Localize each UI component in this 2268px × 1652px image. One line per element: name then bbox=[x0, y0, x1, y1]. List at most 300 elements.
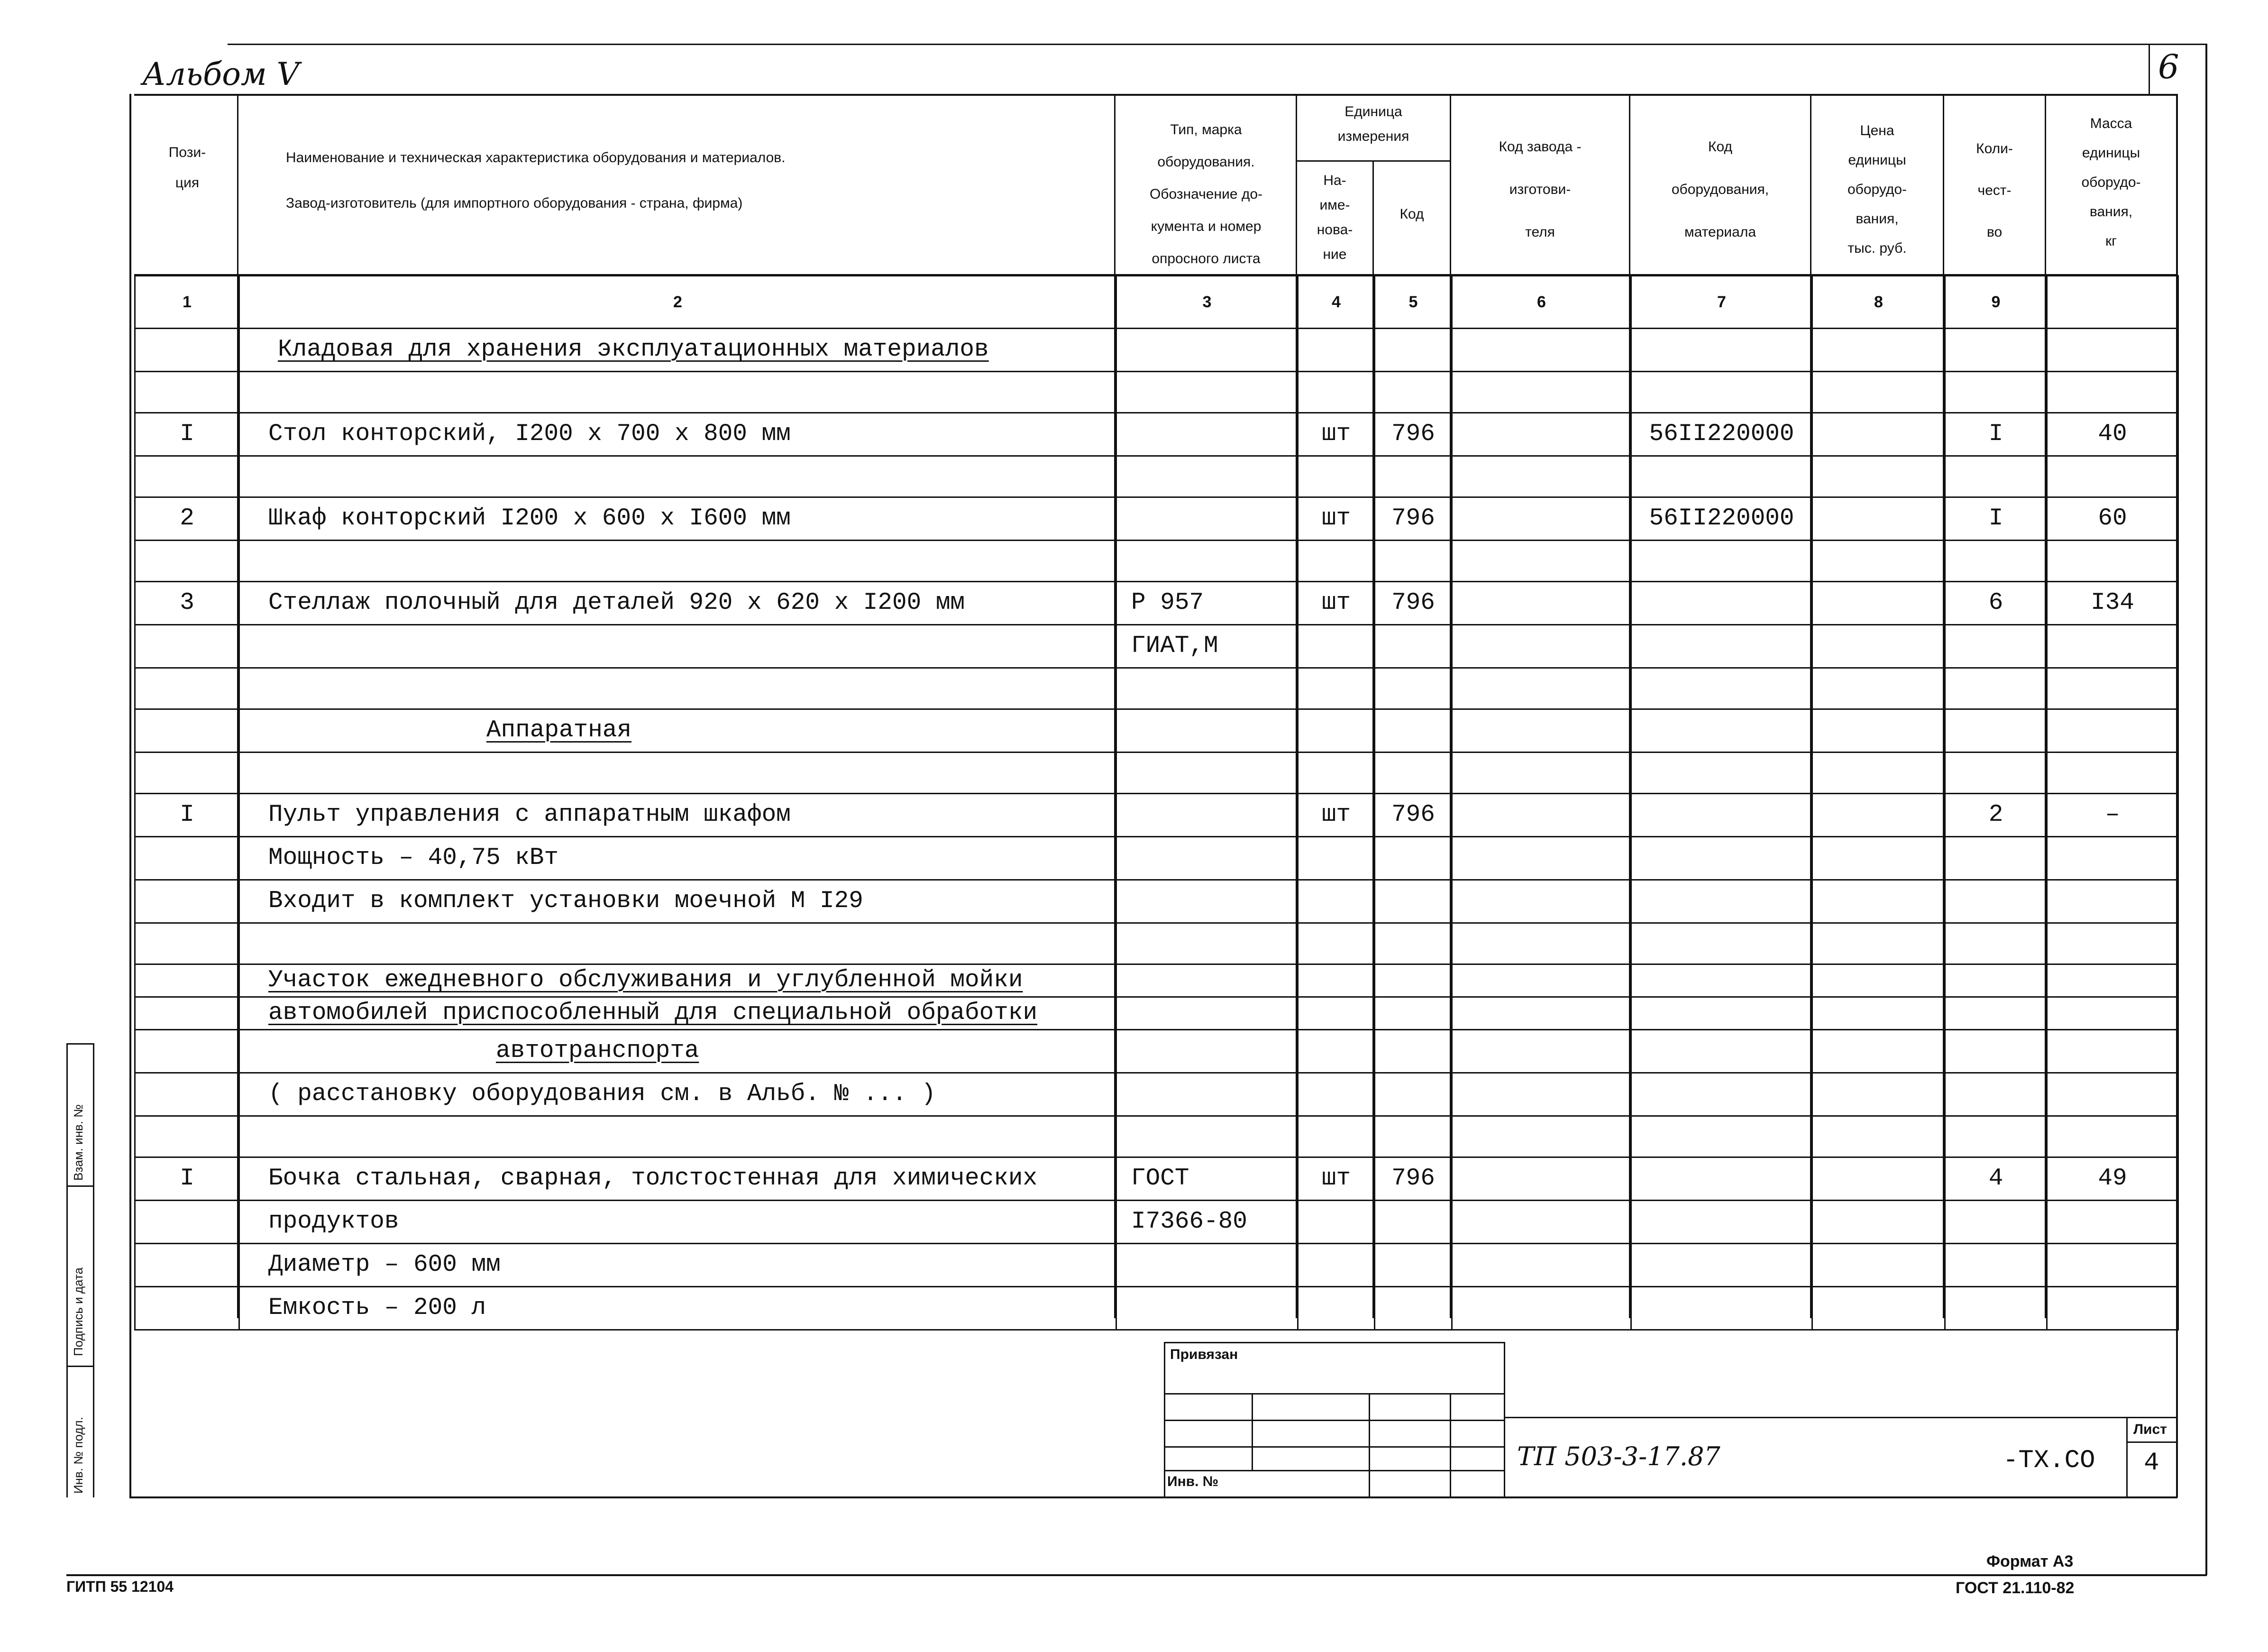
header-col5-text: Код bbox=[1399, 206, 1424, 222]
empty-cell bbox=[1812, 456, 1945, 497]
side-label-replace: Взам. инв. № bbox=[71, 1104, 85, 1181]
empty-cell bbox=[1945, 541, 2047, 582]
header-col9-line1: Коли- bbox=[1976, 141, 2013, 156]
item-description: Входит в комплект установки моечной М I29 bbox=[268, 888, 863, 915]
column-number-row bbox=[135, 276, 2178, 329]
cell-unit-mass bbox=[2047, 997, 2178, 1030]
header-col3-line5: опросного листа bbox=[1152, 251, 1261, 266]
empty-cell bbox=[239, 456, 1116, 497]
cell-type: I7366-80 bbox=[1116, 1201, 1298, 1244]
binding-sep-1 bbox=[66, 1043, 94, 1045]
table-row bbox=[135, 1073, 2178, 1116]
header-col7-line2: оборудования, bbox=[1671, 182, 1769, 197]
cell-quantity bbox=[1945, 1030, 2047, 1073]
header-col9-line2: чест- bbox=[1977, 183, 2012, 198]
cell-equipment-code bbox=[1631, 582, 1812, 625]
header-unit-line2: измерения bbox=[1337, 128, 1409, 144]
empty-cell bbox=[1812, 753, 1945, 794]
cell-quantity bbox=[1945, 880, 2047, 923]
cell-name bbox=[239, 582, 1116, 625]
table-row bbox=[135, 1287, 2178, 1330]
doc-suffix: -ТХ.СО bbox=[2003, 1446, 2095, 1475]
cell-unit-price bbox=[1812, 794, 1945, 837]
header-col1-line2: ция bbox=[175, 175, 200, 191]
column-number-3: 3 bbox=[1116, 276, 1298, 329]
cell-plant-code bbox=[1452, 837, 1631, 880]
cell-unit-mass bbox=[2047, 1244, 2178, 1287]
cell-plant-code bbox=[1452, 1073, 1631, 1116]
cell-unit-name bbox=[1298, 964, 1375, 997]
cell-type bbox=[1116, 837, 1298, 880]
cell-position bbox=[135, 837, 239, 880]
cell-plant-code bbox=[1452, 964, 1631, 997]
page-mark-box bbox=[2149, 44, 2150, 95]
cell-plant-code bbox=[1452, 329, 1631, 372]
cell-equipment-code bbox=[1631, 709, 1812, 753]
title-block-top bbox=[1504, 1417, 2177, 1418]
cell-quantity bbox=[1945, 837, 2047, 880]
empty-cell bbox=[135, 753, 239, 794]
cell-position bbox=[135, 329, 239, 372]
cell-name bbox=[239, 1201, 1116, 1244]
empty-cell bbox=[2047, 456, 2178, 497]
table-row bbox=[135, 1030, 2178, 1073]
cell-equipment-code bbox=[1631, 880, 1812, 923]
cell-plant-code bbox=[1452, 1030, 1631, 1073]
stamp-outer-top bbox=[1164, 1342, 1505, 1343]
header-col6-text bbox=[1451, 126, 1629, 254]
cell-unit-name: шт bbox=[1298, 497, 1375, 541]
cell-position: I bbox=[135, 413, 239, 456]
stamp-row-3 bbox=[1164, 1446, 1505, 1448]
header-col10-line1: Масса bbox=[2090, 116, 2132, 131]
stamp-v-2 bbox=[1369, 1393, 1370, 1497]
cell-equipment-code bbox=[1631, 625, 1812, 668]
empty-cell bbox=[1945, 753, 2047, 794]
empty-cell bbox=[1812, 923, 1945, 964]
header-col2-line1: Наименование и техническая характеристика оборудования и материалов. bbox=[286, 150, 786, 165]
cell-position: 3 bbox=[135, 582, 239, 625]
cell-plant-code bbox=[1452, 1201, 1631, 1244]
table-row bbox=[135, 1157, 2178, 1201]
empty-cell bbox=[1631, 753, 1812, 794]
empty-cell bbox=[1452, 372, 1631, 413]
cell-name bbox=[239, 329, 1116, 372]
cell-unit-code: 796 bbox=[1375, 1157, 1452, 1201]
cell-unit-price bbox=[1812, 1157, 1945, 1201]
table-row bbox=[135, 668, 2178, 709]
table-row bbox=[135, 964, 2178, 997]
cell-type bbox=[1116, 997, 1298, 1030]
empty-cell bbox=[1631, 456, 1812, 497]
cell-position: I bbox=[135, 794, 239, 837]
empty-cell bbox=[135, 1116, 239, 1157]
column-number-6: 6 bbox=[1452, 276, 1631, 329]
empty-cell bbox=[1375, 923, 1452, 964]
cell-unit-mass bbox=[2047, 625, 2178, 668]
stamp-inv-no: Инв. № bbox=[1167, 1474, 1219, 1489]
cell-unit-name bbox=[1298, 709, 1375, 753]
cell-quantity: 2 bbox=[1945, 794, 2047, 837]
cell-unit-mass: 60 bbox=[2047, 497, 2178, 541]
cell-type bbox=[1116, 1073, 1298, 1116]
stamp-v-3 bbox=[1450, 1393, 1451, 1497]
cell-quantity: 6 bbox=[1945, 582, 2047, 625]
cell-plant-code bbox=[1452, 880, 1631, 923]
cell-plant-code bbox=[1452, 794, 1631, 837]
stamp-row-1 bbox=[1164, 1393, 1505, 1395]
cell-type: Р 957 bbox=[1116, 582, 1298, 625]
cell-equipment-code bbox=[1631, 1030, 1812, 1073]
cell-quantity bbox=[1945, 329, 2047, 372]
column-number-7: 7 bbox=[1631, 276, 1812, 329]
cell-unit-code bbox=[1375, 880, 1452, 923]
cell-equipment-code bbox=[1631, 997, 1812, 1030]
cell-unit-price bbox=[1812, 497, 1945, 541]
cell-unit-mass bbox=[2047, 1030, 2178, 1073]
cell-equipment-code: 56II220000 bbox=[1631, 497, 1812, 541]
header-unit-line1: Единица bbox=[1344, 104, 1402, 119]
table-row bbox=[135, 372, 2178, 413]
cell-plant-code bbox=[1452, 1287, 1631, 1330]
header-col7-line3: материала bbox=[1684, 224, 1756, 240]
empty-cell bbox=[1375, 1116, 1452, 1157]
cell-type bbox=[1116, 1287, 1298, 1330]
cell-type bbox=[1116, 794, 1298, 837]
cell-unit-price bbox=[1812, 1287, 1945, 1330]
empty-cell bbox=[1375, 372, 1452, 413]
cell-name bbox=[239, 1157, 1116, 1201]
cell-equipment-code bbox=[1631, 1244, 1812, 1287]
cell-unit-name bbox=[1298, 625, 1375, 668]
table-row bbox=[135, 709, 2178, 753]
empty-cell bbox=[1298, 1116, 1375, 1157]
cell-unit-price bbox=[1812, 997, 1945, 1030]
empty-cell bbox=[1116, 668, 1298, 709]
cell-unit-code: 796 bbox=[1375, 794, 1452, 837]
item-description: Шкаф конторский I200 x 600 x I600 мм bbox=[268, 505, 791, 532]
empty-cell bbox=[239, 541, 1116, 582]
empty-cell bbox=[2047, 753, 2178, 794]
column-number-4: 4 bbox=[1298, 276, 1375, 329]
header-col1-line1: Пози- bbox=[168, 145, 206, 160]
item-description: Бочка стальная, сварная, толстостенная для химических bbox=[268, 1165, 1038, 1192]
cell-unit-name bbox=[1298, 329, 1375, 372]
header-col10-line3: оборудо- bbox=[2081, 174, 2141, 190]
empty-cell bbox=[1631, 668, 1812, 709]
empty-cell bbox=[239, 668, 1116, 709]
cell-equipment-code bbox=[1631, 794, 1812, 837]
item-description: ( расстановку оборудования см. в Альб. № ... ) bbox=[268, 1081, 936, 1108]
cell-unit-name bbox=[1298, 880, 1375, 923]
cell-equipment-code bbox=[1631, 837, 1812, 880]
empty-cell bbox=[1116, 456, 1298, 497]
empty-cell bbox=[1631, 541, 1812, 582]
item-description: Диаметр – 600 мм bbox=[268, 1251, 501, 1278]
cell-unit-code bbox=[1375, 1244, 1452, 1287]
empty-cell bbox=[1375, 753, 1452, 794]
cell-unit-code bbox=[1375, 709, 1452, 753]
cell-unit-code bbox=[1375, 997, 1452, 1030]
cell-position bbox=[135, 1287, 239, 1330]
header-col8-line3: оборудо- bbox=[1847, 182, 1907, 197]
empty-cell bbox=[2047, 372, 2178, 413]
cell-equipment-code bbox=[1631, 1287, 1812, 1330]
section-heading: автотранспорта bbox=[496, 1037, 699, 1065]
cell-unit-code bbox=[1375, 1073, 1452, 1116]
table-row bbox=[135, 625, 2178, 668]
cell-quantity bbox=[1945, 1244, 2047, 1287]
header-col10-line5: кг bbox=[2105, 233, 2117, 249]
empty-cell bbox=[1812, 541, 1945, 582]
cell-type bbox=[1116, 880, 1298, 923]
table-row bbox=[135, 1244, 2178, 1287]
cell-quantity: I bbox=[1945, 497, 2047, 541]
empty-cell bbox=[239, 753, 1116, 794]
cell-unit-price bbox=[1812, 413, 1945, 456]
cell-plant-code bbox=[1452, 582, 1631, 625]
empty-cell bbox=[135, 923, 239, 964]
cell-unit-mass: 49 bbox=[2047, 1157, 2178, 1201]
cell-position bbox=[135, 709, 239, 753]
empty-cell bbox=[239, 372, 1116, 413]
empty-cell bbox=[239, 923, 1116, 964]
cell-unit-name bbox=[1298, 1287, 1375, 1330]
cell-quantity bbox=[1945, 1073, 2047, 1116]
cell-type: ГОСТ bbox=[1116, 1157, 1298, 1201]
empty-cell bbox=[1945, 923, 2047, 964]
cell-unit-name: шт bbox=[1298, 413, 1375, 456]
cell-unit-mass bbox=[2047, 837, 2178, 880]
table-row bbox=[135, 753, 2178, 794]
table-row bbox=[135, 1201, 2178, 1244]
cell-unit-name bbox=[1298, 1030, 1375, 1073]
cell-name bbox=[239, 625, 1116, 668]
cell-unit-price bbox=[1812, 1073, 1945, 1116]
frame-bottom-outer bbox=[66, 1574, 2207, 1576]
table-row bbox=[135, 1116, 2178, 1157]
column-number-9: 9 bbox=[1945, 276, 2047, 329]
header-unit-rule bbox=[1296, 160, 1451, 162]
table-row bbox=[135, 329, 2178, 372]
table-row bbox=[135, 497, 2178, 541]
cell-position bbox=[135, 1073, 239, 1116]
binding-strip-right bbox=[66, 1043, 68, 1497]
item-description: продуктов bbox=[268, 1208, 399, 1235]
empty-cell bbox=[1631, 923, 1812, 964]
cell-unit-name bbox=[1298, 837, 1375, 880]
header-col3-text bbox=[1116, 114, 1296, 275]
header-col7-line1: Код bbox=[1708, 139, 1732, 155]
table-row bbox=[135, 456, 2178, 497]
header-col3-line4: кумента и номер bbox=[1151, 219, 1262, 234]
header-col4-line4: ние bbox=[1323, 247, 1347, 262]
cell-position bbox=[135, 880, 239, 923]
header-col4-line3: нова- bbox=[1317, 222, 1353, 238]
cell-unit-code: 796 bbox=[1375, 413, 1452, 456]
section-heading: Участок ежедневного обслуживания и углубленной мойки bbox=[268, 967, 1023, 994]
cell-unit-mass: – bbox=[2047, 794, 2178, 837]
item-description: Пульт управления с аппаратным шкафом bbox=[268, 801, 791, 828]
cell-unit-code: 796 bbox=[1375, 582, 1452, 625]
section-heading: Аппаратная bbox=[486, 717, 632, 744]
header-col6-line1: Код завода - bbox=[1499, 139, 1582, 155]
empty-cell bbox=[1116, 923, 1298, 964]
header-col7-text bbox=[1630, 126, 1810, 254]
table-row bbox=[135, 413, 2178, 456]
cell-quantity bbox=[1945, 1201, 2047, 1244]
cell-unit-price bbox=[1812, 1030, 1945, 1073]
header-col6-line3: теля bbox=[1525, 224, 1555, 240]
table-row bbox=[135, 923, 2178, 964]
header-col8-line2: единицы bbox=[1848, 152, 1906, 168]
empty-cell bbox=[1812, 372, 1945, 413]
cell-position bbox=[135, 1030, 239, 1073]
footer-code: ГИТП 55 12104 bbox=[66, 1578, 174, 1595]
cell-unit-price bbox=[1812, 709, 1945, 753]
item-description: Емкость – 200 л bbox=[268, 1294, 486, 1322]
cell-unit-name: шт bbox=[1298, 794, 1375, 837]
cell-position bbox=[135, 997, 239, 1030]
column-number-8: 8 bbox=[1812, 276, 1945, 329]
cell-type bbox=[1116, 413, 1298, 456]
cell-unit-mass bbox=[2047, 709, 2178, 753]
cell-name bbox=[239, 794, 1116, 837]
empty-cell bbox=[1945, 456, 2047, 497]
cell-unit-price bbox=[1812, 880, 1945, 923]
empty-cell bbox=[1298, 372, 1375, 413]
cell-equipment-code bbox=[1631, 964, 1812, 997]
cell-quantity bbox=[1945, 709, 2047, 753]
cell-unit-name bbox=[1298, 997, 1375, 1030]
specification-table bbox=[134, 275, 2179, 1331]
doc-code: ТП 503-3-17.87 bbox=[1517, 1441, 1720, 1471]
empty-cell bbox=[1298, 753, 1375, 794]
header-col10-line2: единицы bbox=[2082, 145, 2140, 161]
sheet-box-mid bbox=[2126, 1441, 2177, 1443]
empty-cell bbox=[1116, 372, 1298, 413]
cell-quantity bbox=[1945, 964, 2047, 997]
cell-plant-code bbox=[1452, 625, 1631, 668]
stamp-row-2 bbox=[1164, 1420, 1505, 1421]
empty-cell bbox=[1945, 668, 2047, 709]
cell-plant-code bbox=[1452, 1244, 1631, 1287]
cell-unit-code bbox=[1375, 329, 1452, 372]
cell-type bbox=[1116, 709, 1298, 753]
cell-name bbox=[239, 413, 1116, 456]
cell-type bbox=[1116, 329, 1298, 372]
empty-cell bbox=[1452, 753, 1631, 794]
empty-cell bbox=[1812, 668, 1945, 709]
page-mark: 6 bbox=[2158, 47, 2179, 86]
cell-quantity bbox=[1945, 625, 2047, 668]
cell-unit-mass bbox=[2047, 880, 2178, 923]
cell-unit-mass bbox=[2047, 1287, 2178, 1330]
empty-cell bbox=[1631, 1116, 1812, 1157]
cell-unit-code bbox=[1375, 964, 1452, 997]
table-row bbox=[135, 837, 2178, 880]
cell-type bbox=[1116, 964, 1298, 997]
empty-cell bbox=[239, 1116, 1116, 1157]
empty-cell bbox=[135, 456, 239, 497]
empty-cell bbox=[1945, 372, 2047, 413]
side-label-inv: Инв. № подл. bbox=[71, 1417, 85, 1494]
header-col10-text bbox=[2046, 109, 2176, 256]
table-row bbox=[135, 794, 2178, 837]
cell-unit-code bbox=[1375, 837, 1452, 880]
cell-quantity: 4 bbox=[1945, 1157, 2047, 1201]
section-heading: Кладовая для хранения эксплуатационных материалов bbox=[278, 336, 989, 363]
cell-plant-code bbox=[1452, 413, 1631, 456]
stamp-row-4 bbox=[1164, 1470, 1505, 1471]
empty-cell bbox=[1116, 1116, 1298, 1157]
cell-name bbox=[239, 497, 1116, 541]
cell-type bbox=[1116, 497, 1298, 541]
cell-name bbox=[239, 837, 1116, 880]
header-col8-line1: Цена bbox=[1860, 123, 1894, 138]
cell-unit-mass bbox=[2047, 1201, 2178, 1244]
cell-name bbox=[239, 1030, 1116, 1073]
cell-unit-mass bbox=[2047, 329, 2178, 372]
cell-quantity bbox=[1945, 1287, 2047, 1330]
cell-name bbox=[239, 709, 1116, 753]
header-col3-line3: Обозначение до- bbox=[1149, 186, 1263, 202]
header-col9-text bbox=[1944, 128, 2045, 253]
stamp-privyazan: Привязан bbox=[1170, 1347, 1238, 1362]
frame-bottom bbox=[129, 1496, 2177, 1498]
cell-unit-price bbox=[1812, 329, 1945, 372]
cell-plant-code bbox=[1452, 997, 1631, 1030]
empty-cell bbox=[2047, 541, 2178, 582]
empty-cell bbox=[135, 372, 239, 413]
header-col2-text bbox=[238, 135, 1114, 226]
cell-quantity bbox=[1945, 997, 2047, 1030]
cell-unit-name bbox=[1298, 1244, 1375, 1287]
header-col3-line2: оборудования. bbox=[1157, 154, 1255, 170]
empty-cell bbox=[2047, 923, 2178, 964]
empty-cell bbox=[1452, 541, 1631, 582]
empty-cell bbox=[135, 541, 239, 582]
cell-position bbox=[135, 964, 239, 997]
empty-cell bbox=[1298, 541, 1375, 582]
column-number-10 bbox=[2047, 276, 2178, 329]
album-label: Альбом V bbox=[142, 56, 300, 92]
empty-cell bbox=[1116, 753, 1298, 794]
sheet-number: 4 bbox=[2144, 1449, 2159, 1478]
sheet-label: Лист bbox=[2133, 1422, 2167, 1437]
table-row bbox=[135, 997, 2178, 1030]
cell-position: 2 bbox=[135, 497, 239, 541]
table-row bbox=[135, 880, 2178, 923]
column-number-1: 1 bbox=[135, 276, 239, 329]
footer-gost: ГОСТ 21.110-82 bbox=[1956, 1579, 2075, 1597]
empty-cell bbox=[1452, 668, 1631, 709]
item-description: Стеллаж полочный для деталей 920 x 620 x I200 мм bbox=[268, 589, 965, 616]
header-col6-line2: изготови- bbox=[1509, 182, 1571, 197]
cell-equipment-code bbox=[1631, 1157, 1812, 1201]
cell-equipment-code bbox=[1631, 329, 1812, 372]
cell-equipment-code bbox=[1631, 1201, 1812, 1244]
column-number-2: 2 bbox=[239, 276, 1116, 329]
cell-unit-price bbox=[1812, 625, 1945, 668]
empty-cell bbox=[1298, 456, 1375, 497]
header-col8-text bbox=[1811, 116, 1943, 263]
section-heading: автомобилей приспособленный для специальной обработки bbox=[268, 1000, 1038, 1027]
cell-unit-code bbox=[1375, 1030, 1452, 1073]
empty-cell bbox=[1116, 541, 1298, 582]
header-col9-line3: во bbox=[1986, 224, 2003, 240]
empty-cell bbox=[1375, 541, 1452, 582]
